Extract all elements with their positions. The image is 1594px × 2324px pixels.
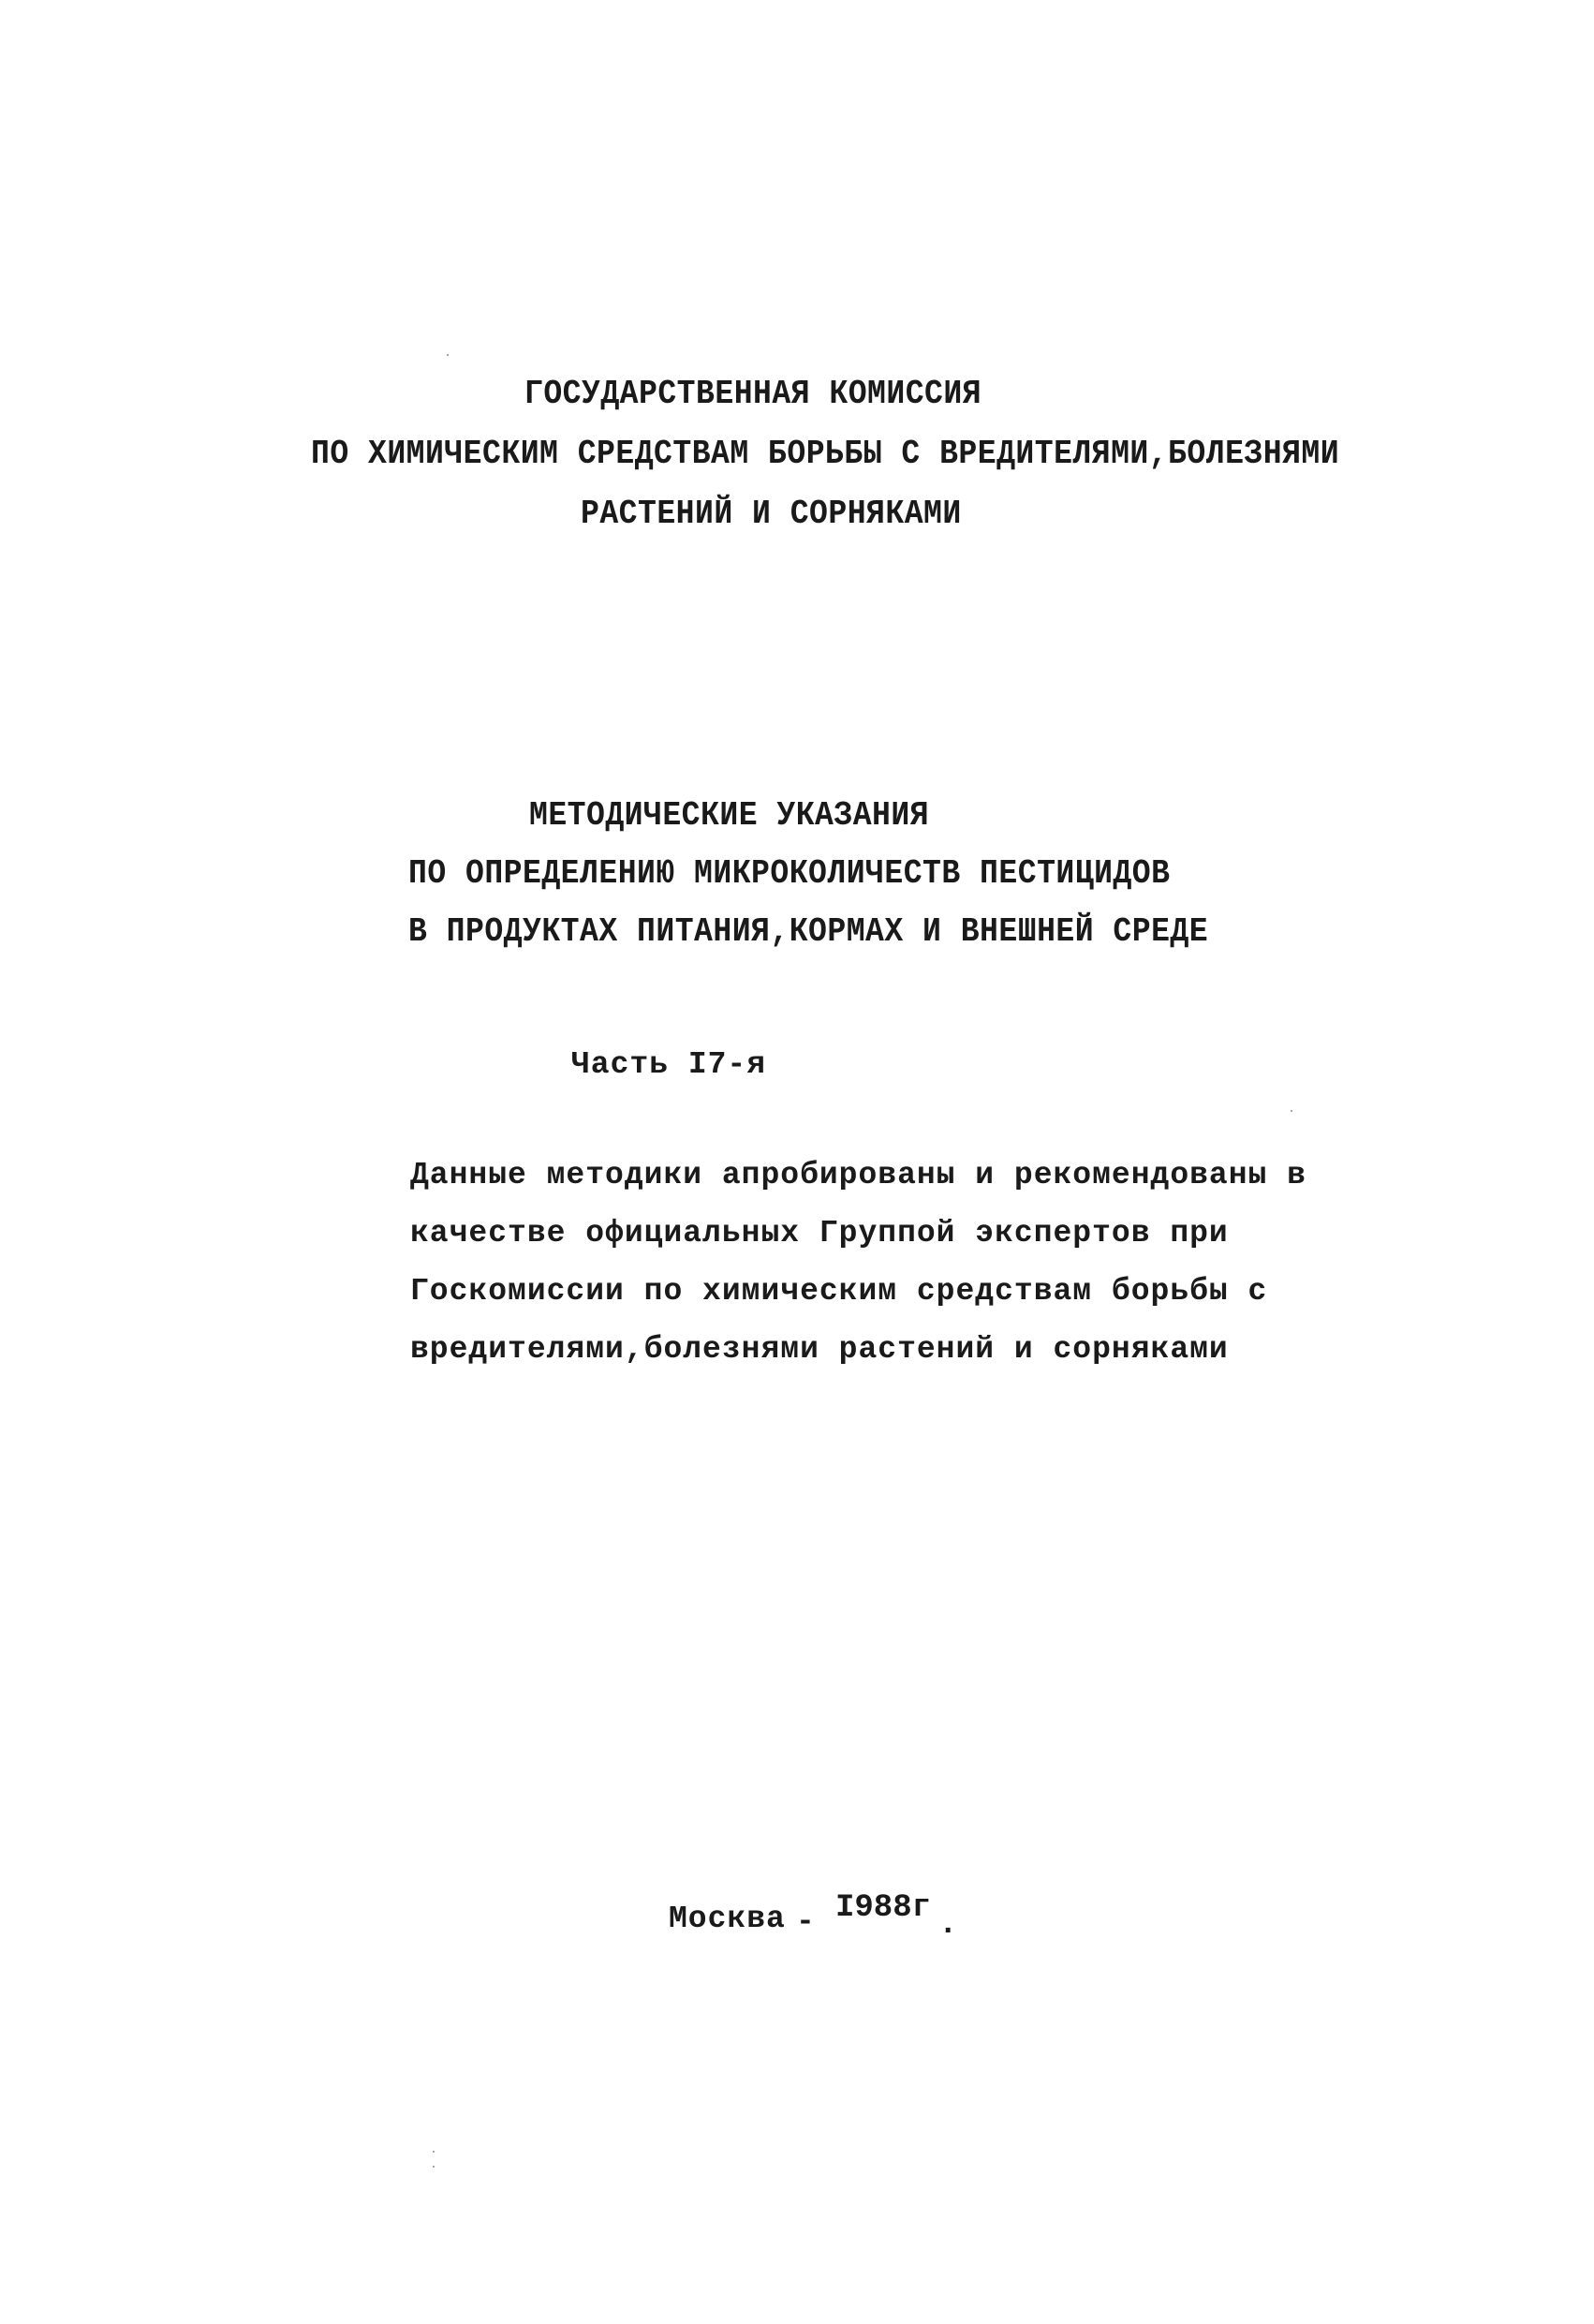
footer-dot: .: [938, 1907, 958, 1943]
footer-city: Москва: [669, 1902, 786, 1936]
part-label: Часть I7-я: [571, 1047, 767, 1082]
header-line-2: ПО ХИМИЧЕСКИМ СРЕДСТВАМ БОРЬБЫ С ВРЕДИТЕЛЯМИ,БОЛЕЗНЯМИ: [311, 435, 1340, 473]
footer-dash: -: [796, 1904, 816, 1939]
scan-speck: [1291, 1110, 1292, 1112]
footer-year: I988г: [835, 1890, 932, 1926]
description-line-4: вредителями,болезнями растений и сорняками: [410, 1332, 1229, 1367]
title-line-3: В ПРОДУКТАХ ПИТАНИЯ,КОРМАХ И ВНЕШНЕЙ СРЕДЕ: [408, 912, 1209, 951]
title-line-1: МЕТОДИЧЕСКИЕ УКАЗАНИЯ: [529, 796, 930, 835]
description-line-3: Госкомиссии по химическим средствам борьбы с: [410, 1274, 1268, 1309]
header-line-1: ГОСУДАРСТВЕННАЯ КОМИССИЯ: [524, 375, 982, 413]
description-line-2: качестве официальных Группой экспертов при: [410, 1216, 1229, 1251]
description-line-1: Данные методики апробированы и рекомендованы в: [410, 1158, 1306, 1192]
title-line-2: ПО ОПРЕДЕЛЕНИЮ МИКРОКОЛИЧЕСТВ ПЕСТИЦИДОВ: [408, 854, 1171, 893]
header-line-3: РАСТЕНИЙ И СОРНЯКАМИ: [581, 495, 962, 533]
scan-speck: [433, 2166, 435, 2168]
scan-speck: [447, 354, 449, 356]
scan-speck: [433, 2151, 435, 2153]
